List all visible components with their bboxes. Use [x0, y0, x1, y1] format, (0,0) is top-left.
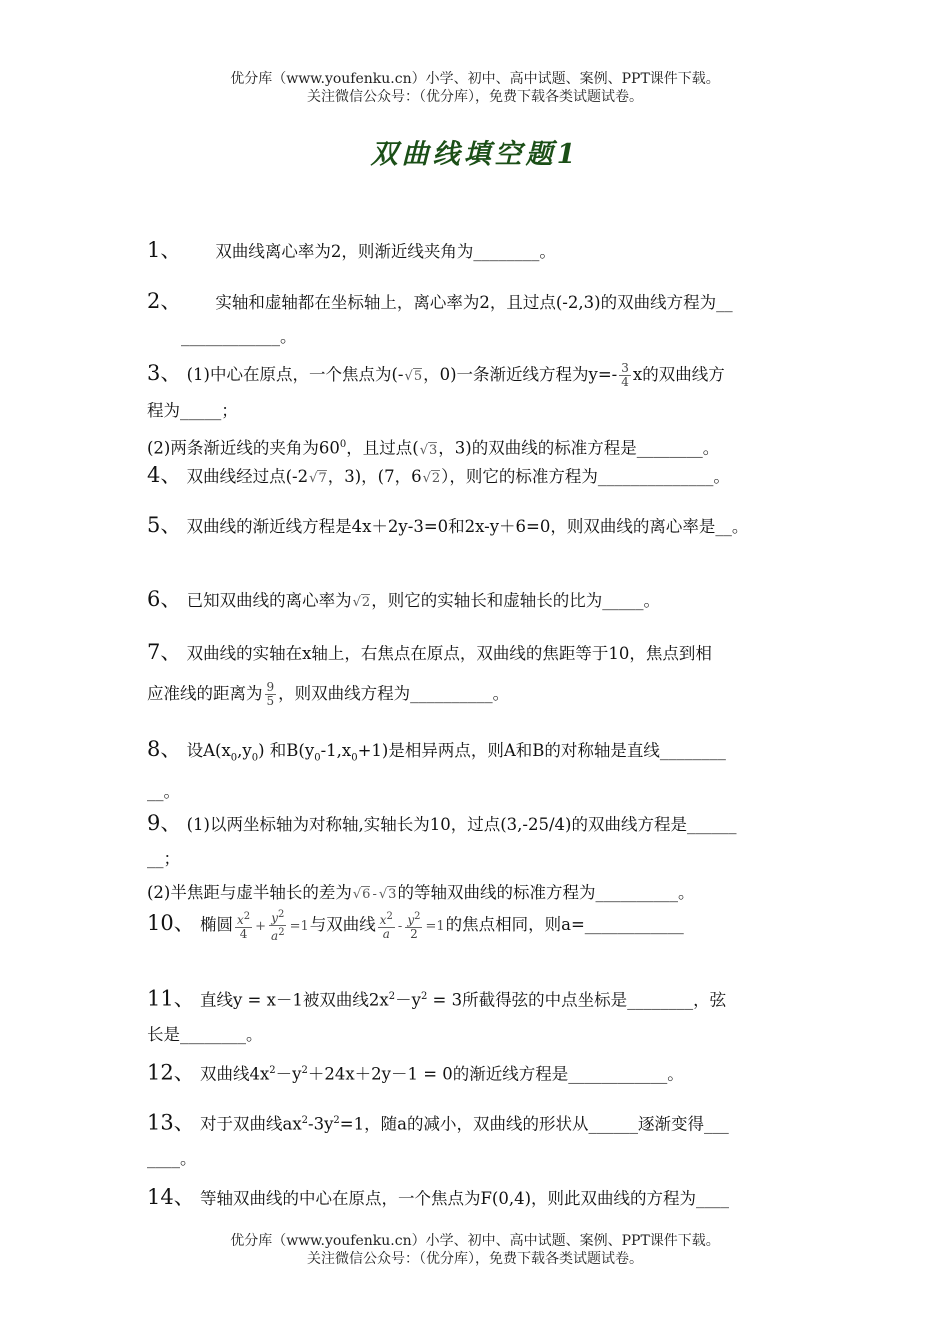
- question-number: 3、: [147, 361, 182, 385]
- question-text: 双曲线的渐近线方程是4x＋2y-3=0和2x-y＋6=0，则双曲线的离心率是__。: [186, 517, 749, 536]
- page-header: [0, 70, 950, 106]
- question-text: 双曲线离心率为2，则渐近线夹角为________。: [215, 242, 556, 261]
- question-text: 与双曲线: [309, 915, 376, 934]
- question-12: [147, 1054, 827, 1092]
- sqrt-5: √5: [404, 369, 423, 384]
- superscript: 2: [333, 1115, 340, 1126]
- superscript: 2: [301, 1115, 309, 1126]
- question-text: (1)中心在原点，一个焦点为(-: [186, 365, 404, 384]
- question-text: (2)半焦距与虚半轴长的差为: [147, 883, 352, 902]
- sqrt-2: √2: [422, 471, 441, 486]
- header-line-2: 关注微信公众号：（优分库），免费下载各类试题试卷。: [307, 89, 643, 105]
- subscript: 0: [351, 752, 358, 764]
- question-number: 9、: [147, 811, 182, 835]
- question-text: x的双曲线方: [632, 365, 725, 384]
- sqrt-3: √3: [378, 887, 397, 902]
- question-8: [147, 732, 827, 809]
- question-text-cont: __；: [147, 849, 180, 868]
- question-number: 2、: [147, 289, 182, 313]
- subscript: 0: [251, 752, 259, 764]
- question-4: [147, 458, 827, 496]
- superscript: 0: [339, 439, 347, 450]
- question-text: －y: [275, 1064, 302, 1084]
- equals-one: =1: [289, 919, 309, 934]
- fraction-x2-4: $\frac{x^2}{4}$: [236, 911, 251, 941]
- question-2: [147, 284, 827, 354]
- question-text: 双曲线4x: [199, 1064, 270, 1084]
- question-text: ，0)一条渐近线方程为y=-: [423, 365, 618, 384]
- plus-sign: +: [255, 919, 267, 934]
- question-text: 直线y = x－1被双曲线2x: [199, 990, 389, 1010]
- question-text: －y: [395, 990, 421, 1010]
- subscript: 0: [314, 752, 321, 764]
- header-line-1: 优分库（www.youfenku.cn）小学、初中、高中试题、案例、PPT课件下载。: [230, 71, 720, 87]
- question-text: (1)以两坐标轴为对称轴,实轴长为10，过点(3,-25/4)的双曲线方程是______: [186, 815, 737, 834]
- fraction-y2-2: $\frac{y^2}{2}$: [407, 911, 421, 941]
- page-title: 双曲线填空题1: [370, 139, 580, 170]
- question-text: 已知双曲线的离心率为: [186, 591, 352, 610]
- question-number: 8、: [147, 737, 182, 761]
- question-3: [147, 356, 827, 468]
- question-text-cont: ____________。: [181, 327, 297, 346]
- question-text: +1)是相异两点，则A和B的对称轴是直线________: [357, 741, 726, 760]
- question-number: 13、: [147, 1110, 195, 1135]
- question-text: (2)两条渐近线的夹角为60: [147, 438, 340, 458]
- question-14: [147, 1180, 827, 1216]
- question-text: =1，随a的减小，双曲线的形状从______逐渐变得___: [339, 1114, 729, 1134]
- question-text: ，3)的双曲线的标准方程是________。: [438, 438, 720, 458]
- question-text: 的等轴双曲线的标准方程为__________。: [397, 883, 695, 902]
- question-text: 椭圆: [199, 915, 233, 934]
- question-text: ，则它的实轴长和虚轴长的比为_____。: [371, 591, 660, 610]
- question-text: ＋24x＋2y－1 = 0的渐近线方程是____________。: [307, 1064, 684, 1084]
- question-text: 程为_____；: [147, 401, 238, 420]
- question-text: 设A(x: [186, 741, 231, 760]
- question-text: ），则它的标准方程为______________。: [441, 467, 730, 486]
- question-number: 11、: [147, 986, 195, 1011]
- question-text: ，且过点(: [346, 438, 419, 458]
- question-text-cont: 长是________。: [147, 1024, 263, 1044]
- question-text: 实轴和虚轴都在坐标轴上，离心率为2，且过点(-2,3)的双曲线方程为__: [215, 293, 733, 312]
- fraction-9-5: $\frac{9}{5}$: [266, 680, 275, 708]
- question-5: [147, 508, 837, 544]
- page-footer: [0, 1232, 950, 1268]
- question-text: 双曲线经过点(-2: [186, 467, 309, 486]
- superscript: 2: [420, 991, 428, 1002]
- question-text: ) 和B(y: [258, 741, 315, 760]
- question-13: [147, 1104, 827, 1176]
- question-11: [147, 980, 827, 1052]
- question-10: [147, 906, 827, 944]
- question-text: 对于双曲线ax: [199, 1114, 302, 1134]
- fraction-3-4: $\frac{3}{4}$: [621, 361, 629, 389]
- question-number: 6、: [147, 587, 182, 611]
- question-6: [147, 582, 827, 620]
- question-number: 4、: [147, 463, 182, 487]
- sqrt-3: √3: [419, 442, 438, 458]
- superscript: 2: [301, 1065, 308, 1076]
- question-number: 7、: [147, 640, 182, 664]
- question-text: ,y: [237, 741, 252, 760]
- question-text: -1,x: [320, 741, 352, 760]
- subscript: 0: [230, 752, 238, 764]
- superscript: 2: [269, 1065, 276, 1076]
- question-9: [147, 806, 827, 912]
- sqrt-2: √2: [352, 595, 371, 610]
- question-number: 1、: [147, 238, 182, 262]
- minus-sign: -: [397, 919, 403, 934]
- sqrt-6: √6: [352, 887, 371, 902]
- equals-one: =1: [425, 919, 445, 934]
- fraction-x2-a: $\frac{x^2}{a}$: [379, 911, 393, 941]
- question-text: 等轴双曲线的中心在原点，一个焦点为F(0,4)，则此双曲线的方程为____: [199, 1189, 730, 1208]
- question-number: 5、: [147, 513, 182, 537]
- question-number: 14、: [147, 1185, 195, 1209]
- question-text-cont: __。: [147, 782, 180, 802]
- question-text: = 3所截得弦的中点坐标是________，弦: [427, 990, 727, 1010]
- footer-line-1: 优分库（www.youfenku.cn）小学、初中、高中试题、案例、PPT课件下载。: [230, 1233, 720, 1249]
- question-text-cont: ____。: [147, 1148, 197, 1168]
- question-text: ，3)，(7，6: [327, 467, 422, 486]
- question-text: -3y: [308, 1114, 334, 1134]
- superscript: 2: [388, 991, 396, 1002]
- question-text: 双曲线的实轴在x轴上，右焦点在原点，双曲线的焦距等于10，焦点到相: [186, 644, 712, 663]
- question-number: 12、: [147, 1060, 195, 1085]
- question-number: 10、: [147, 911, 195, 935]
- sqrt-7: √7: [309, 471, 327, 486]
- question-text: 的焦点相同，则a=____________: [445, 915, 684, 934]
- question-1: [147, 233, 827, 269]
- footer-line-2: 关注微信公众号：（优分库），免费下载各类试题试卷。: [307, 1251, 643, 1267]
- minus-sign: -: [372, 887, 377, 902]
- question-text: 应准线的距离为: [147, 684, 263, 703]
- question-text: ，则双曲线方程为__________。: [278, 684, 510, 703]
- fraction-y2-a2: $\frac{y^2}{a^2}$: [271, 909, 285, 943]
- question-7: [147, 632, 827, 714]
